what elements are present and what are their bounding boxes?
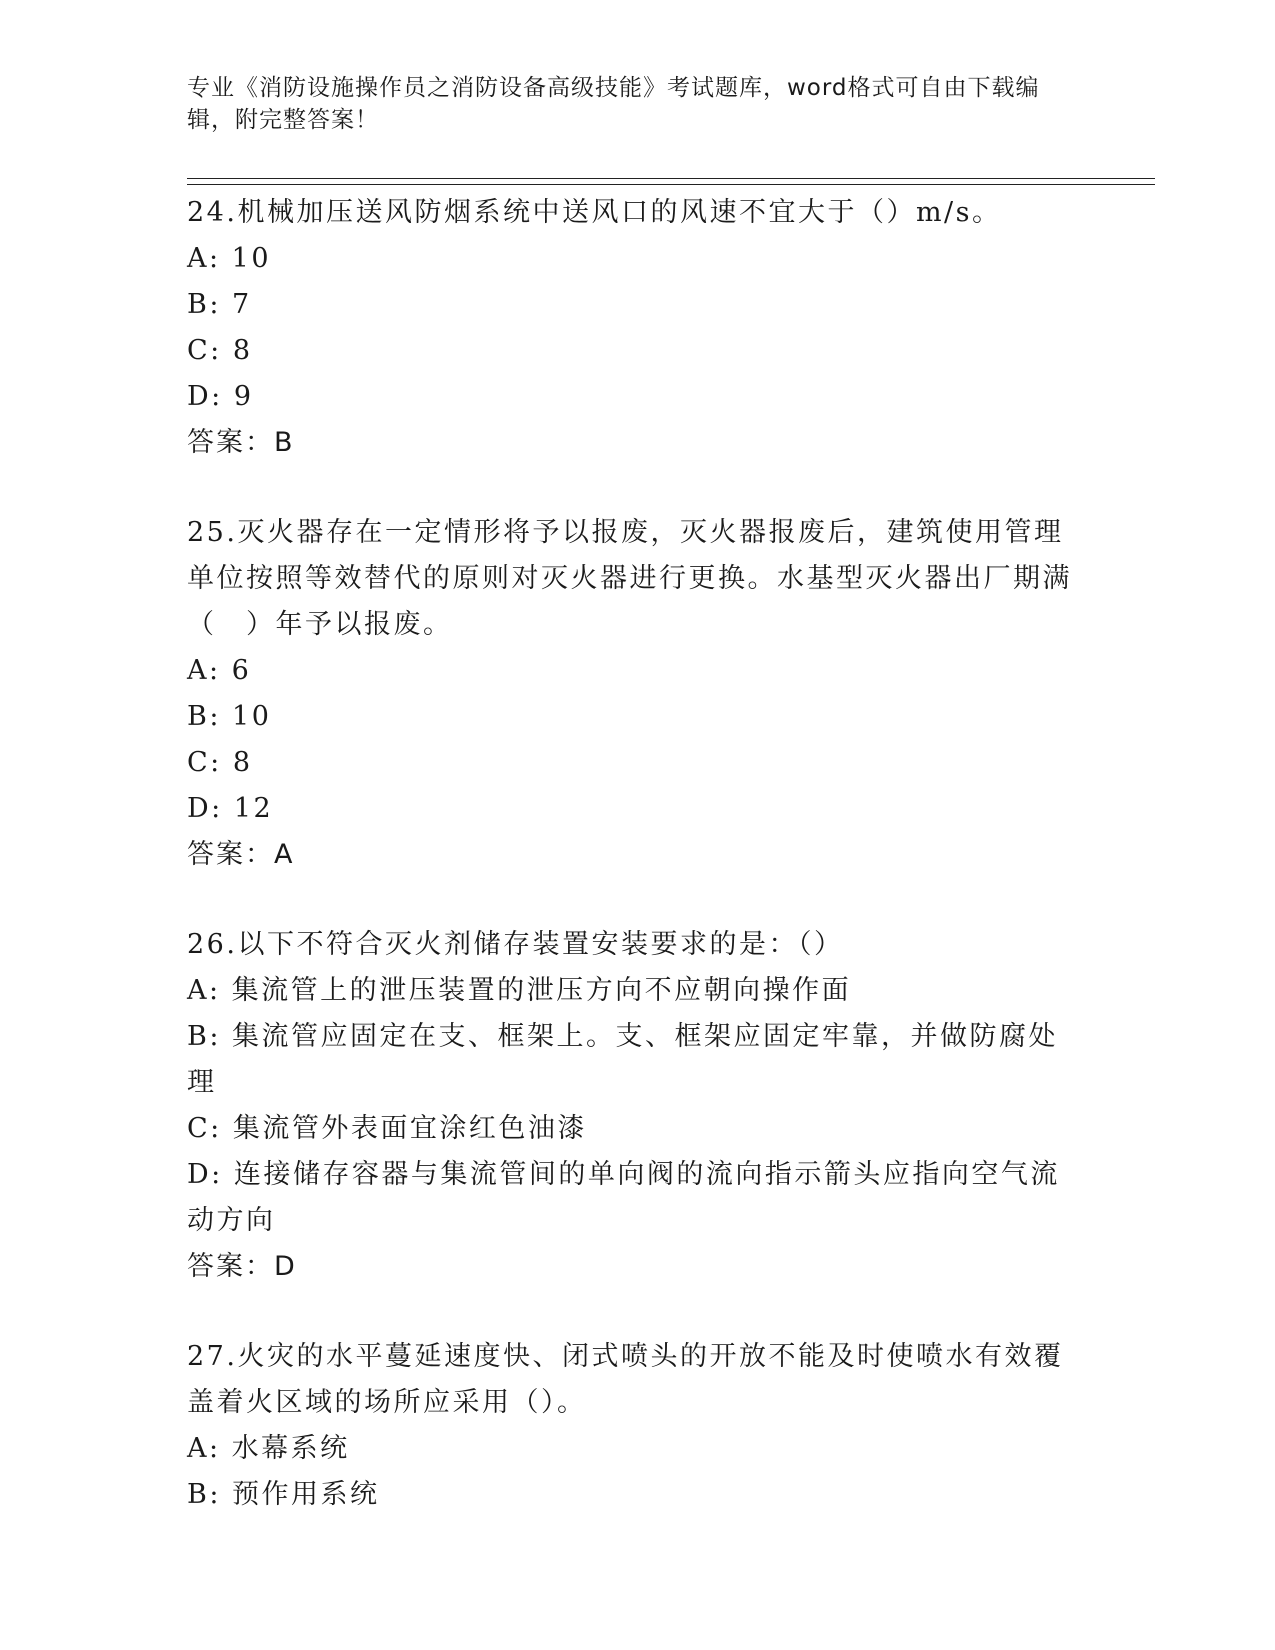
question-stem: 27.火灾的水平蔓延速度快、闭式喷头的开放不能及时使喷水有效覆盖着火区域的场所应采用（）。 [187, 1341, 1064, 1418]
question-stem: 24.机械加压送风防烟系统中送风口的风速不宜大于（）m/s。 [187, 197, 1002, 228]
question-stem: 26.以下不符合灭火剂储存装置安装要求的是：（） [187, 929, 844, 960]
question-27 [187, 1334, 1077, 1518]
header-divider-bottom [187, 184, 1155, 185]
option-a: A: 10 [187, 243, 272, 274]
option-b: B: 7 [187, 289, 252, 320]
option-a: A: 水幕系统 [187, 1433, 350, 1464]
question-24 [187, 190, 1077, 466]
option-c: C: 集流管外表面宜涂红色油漆 [187, 1113, 587, 1144]
option-a: A: 集流管上的泄压装置的泄压方向不应朝向操作面 [187, 975, 852, 1006]
answer-text: 答案：B [187, 427, 295, 458]
option-c: C: 8 [187, 747, 253, 778]
option-d: D: 连接储存容器与集流管间的单向阀的流向指示箭头应指向空气流动方向 [187, 1159, 1060, 1236]
question-list [187, 190, 1077, 1562]
header-divider-top [187, 178, 1155, 179]
question-26 [187, 922, 1077, 1290]
option-b: B: 预作用系统 [187, 1479, 380, 1510]
option-c: C: 8 [187, 335, 253, 366]
answer-text: 答案：A [187, 839, 295, 870]
page-header: 专业《消防设施操作员之消防设备高级技能》考试题库，word格式可自由下载编辑，附完整答案！ [187, 75, 1040, 133]
question-25 [187, 510, 1077, 878]
answer-text: 答案：D [187, 1251, 297, 1282]
option-d: D: 9 [187, 381, 254, 412]
option-b: B: 集流管应固定在支、框架上。支、框架应固定牢靠，并做防腐处理 [187, 1021, 1059, 1098]
option-d: D: 12 [187, 793, 274, 824]
option-a: A: 6 [187, 655, 252, 686]
question-stem: 25.灭火器存在一定情形将予以报废，灭火器报废后，建筑使用管理单位按照等效替代的原则对灭火器进行更换。水基型灭火器出厂期满（ ）年予以报废。 [187, 517, 1072, 640]
option-b: B: 10 [187, 701, 272, 732]
